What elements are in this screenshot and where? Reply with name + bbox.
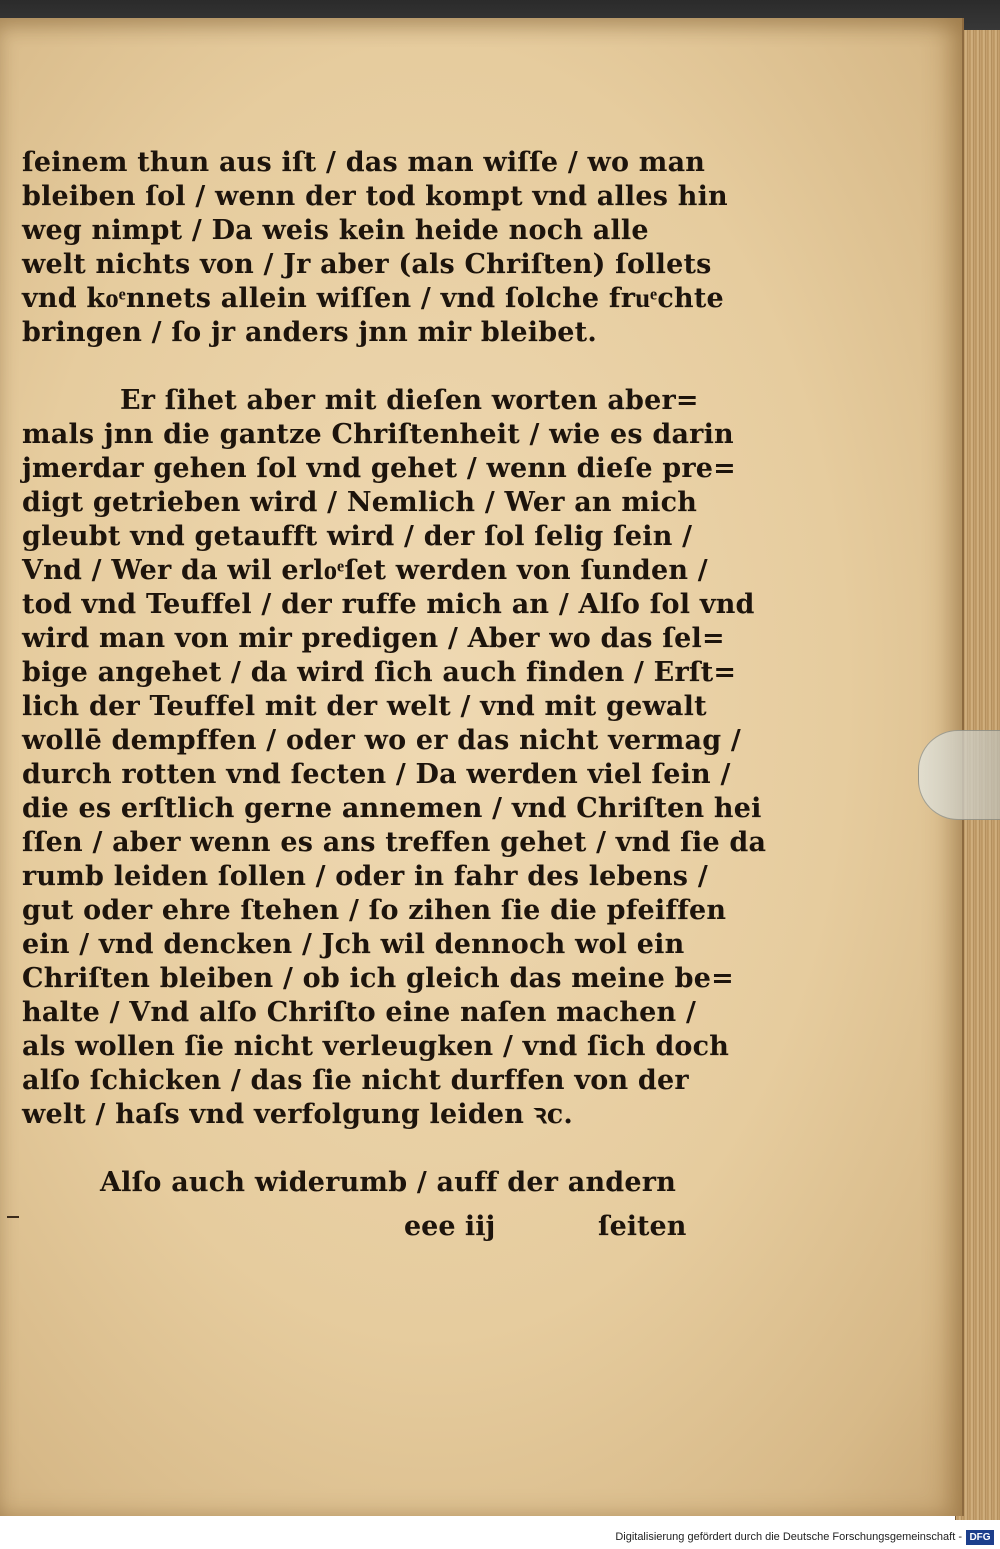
page-clip <box>918 730 1000 820</box>
text-line: ſeinem thun aus iſt / das man wiſſe / wo man <box>22 147 706 178</box>
text-line: tod vnd Teuffel / der ruffe mich an / Alſo ſol vnd <box>22 589 755 620</box>
text-line: durch rotten vnd ſecten / Da werden viel ſein / <box>22 759 731 790</box>
text-line: welt / haſs vnd verfolgung leiden ꝛc. <box>22 1099 573 1130</box>
text-line: mals jnn die gantze Chriſtenheit / wie es darin <box>22 419 734 450</box>
footer-bar <box>0 1528 1000 1549</box>
text-line: als wollen ſie nicht verleugken / vnd ſich doch <box>22 1031 730 1062</box>
text-line: ſſen / aber wenn es ans treffen gehet / vnd ſie da <box>22 827 767 858</box>
text-line: welt nichts von / Jr aber (als Chriſten) ſollets <box>22 249 712 280</box>
margin-mark <box>7 1216 19 1218</box>
text-line: bige angehet / da wird ſich auch finden / Erſt= <box>22 657 737 688</box>
text-line: gut oder ehre ſtehen / ſo zihen ſie die pfeiffen <box>22 895 727 926</box>
text-line: gleubt vnd getaufft wird / der ſol ſelig ſein / <box>22 521 693 552</box>
text-line: Alſo auch widerumb / auff der andern <box>100 1167 677 1198</box>
catchword: ſeiten <box>598 1211 687 1242</box>
text-line: weg nimpt / Da weis kein heide noch alle <box>22 215 649 246</box>
dfg-logo-icon: DFG <box>966 1530 994 1545</box>
text-line: die es erſtlich gerne annemen / vnd Chriſten hei <box>22 793 762 824</box>
text-line: Chriſten bleiben / ob ich gleich das meine be= <box>22 963 734 994</box>
text-line: bleiben ſol / wenn der tod kompt vnd alles hin <box>22 181 728 212</box>
signature-mark: eee iij <box>404 1211 496 1242</box>
text-line: bringen / ſo jr anders jnn mir bleibet. <box>22 317 597 348</box>
text-line: digt getrieben wird / Nemlich / Wer an mich <box>22 487 698 518</box>
text-line: wird man von mir predigen / Aber wo das ſel= <box>22 623 725 654</box>
text-line: lich der Teuffel mit der welt / vnd mit gewalt <box>22 691 707 722</box>
text-line: halte / Vnd alſo Chriſto eine naſen machen / <box>22 997 697 1028</box>
text-line: Vnd / Wer da wil erloͤſet werden von ſunden / <box>22 555 708 586</box>
text-line: rumb leiden ſollen / oder in fahr des lebens / <box>22 861 708 892</box>
text-line: wollē dempffen / oder wo er das nicht vermag / <box>22 725 741 756</box>
text-line: vnd koͤnnets allein wiſſen / vnd ſolche fruͤchte <box>22 283 724 314</box>
text-line: jmerdar gehen ſol vnd gehet / wenn dieſe pre= <box>22 453 737 484</box>
text-line: Er ſihet aber mit dieſen worten aber= <box>120 385 699 416</box>
funding-credit: Digitalisierung gefördert durch die Deutsche Forschungsgemeinschaft - <box>615 1531 962 1543</box>
book-page <box>0 18 964 1516</box>
text-line: ein / vnd dencken / Jch wil dennoch wol ein <box>22 929 685 960</box>
text-line: alſo ſchicken / das ſie nicht durffen von der <box>22 1065 689 1096</box>
